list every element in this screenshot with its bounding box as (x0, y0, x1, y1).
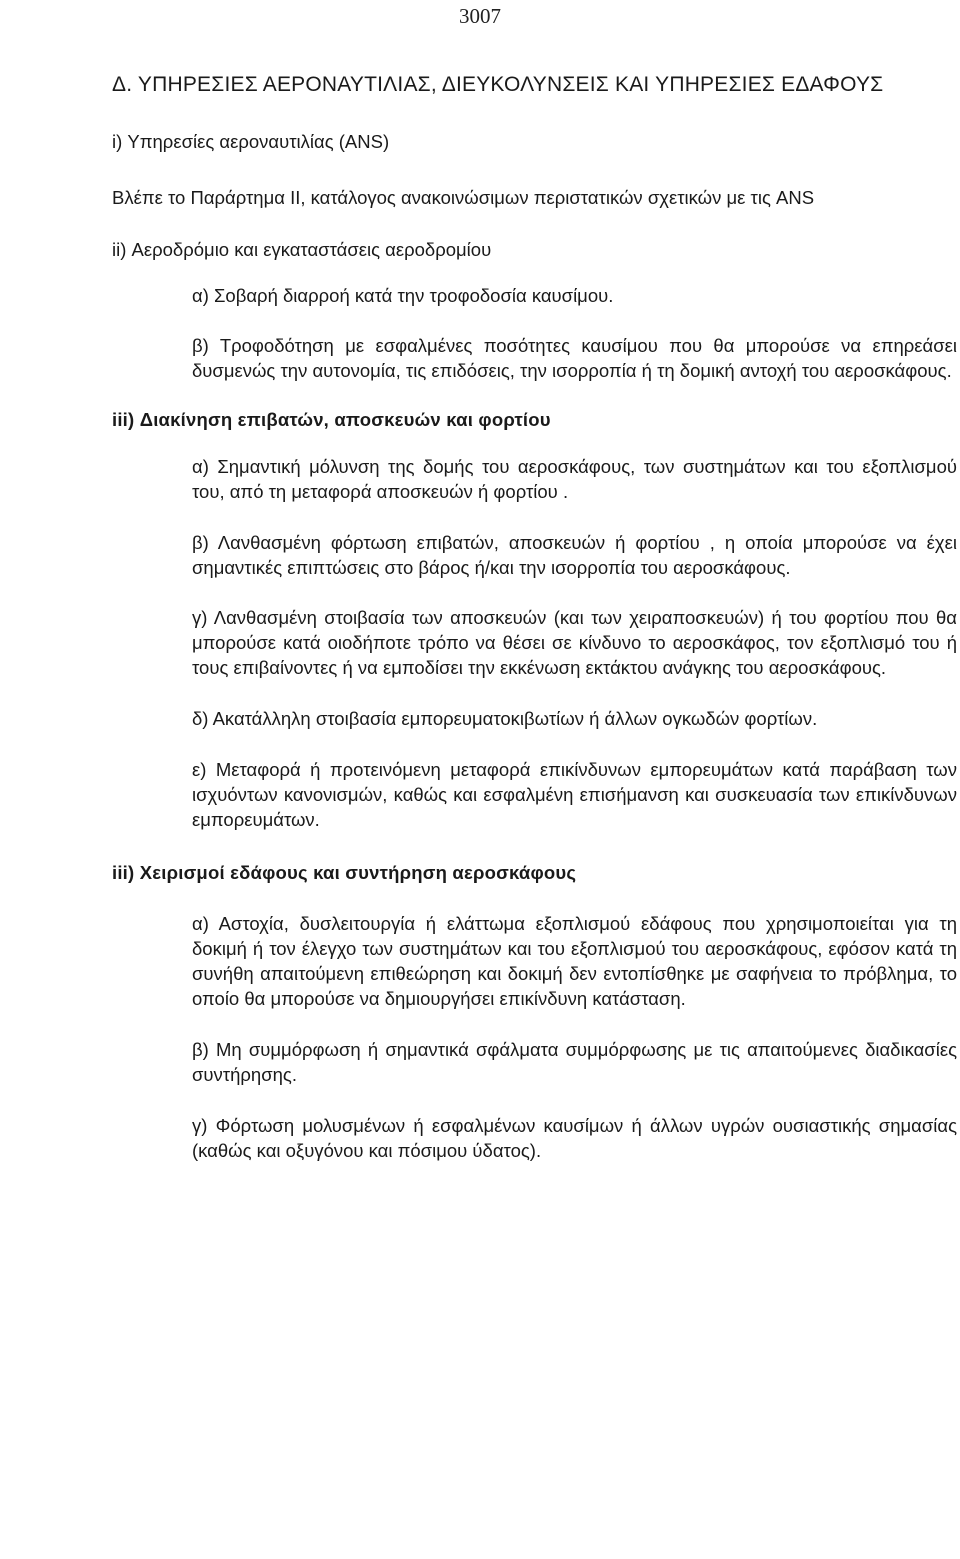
section-title: Δ. ΥΠΗΡΕΣΙΕΣ ΑΕΡΟΝΑΥΤΙΛΙΑΣ, ΔΙΕΥΚΟΛΥΝΣΕΙΣ ΚΑΙ ΥΠΗΡΕΣΙΕΣ ΕΔΑΦΟΥΣ (112, 73, 884, 96)
subsection-heading-aerodrome: ii) Αεροδρόμιο και εγκαταστάσεις αεροδρομίου (112, 239, 492, 260)
list-item: ε) Μεταφορά ή προτεινόμενη μεταφορά επικίνδυνων εμπορευμάτων κατά παράβαση των ισχυόντων κανονισμών, καθώς και εσφαλμένη επισήμανση και συσκευασία των επικίνδυνων εμπορευμάτων. (192, 759, 957, 830)
page-number: 3007 (459, 4, 501, 28)
ans-reference-text: Βλέπε το Παράρτημα ΙΙ, κατάλογος ανακοινώσιμων περιστατικών σχετικών με τις ANS (112, 187, 815, 208)
document-body (112, 72, 957, 1163)
list-item: α) Σοβαρή διαρροή κατά την τροφοδοσία καυσίμου. (192, 285, 614, 306)
list-item: β) Λανθασμένη φόρτωση επιβατών, αποσκευών ή φορτίου , η οποία μπορούσε να έχει σημαντικές επιπτώσεις στο βάρος ή/και την ισορροπία του αεροσκάφους. (192, 532, 957, 578)
list-item: γ) Λανθασμένη στοιβασία των αποσκευών (και των χειραποσκευών) ή του φορτίου που θα μπορούσε κατά οιοδήποτε τρόπο να θέσει σε κίνδυνο το αεροσκάφος, τον εξοπλισμό του ή τους επιβαίνοντες ή να εμποδίσει την εκκένωση εκτάκτου ανάγκης του αεροσκάφους. (192, 607, 957, 678)
list-item: γ) Φόρτωση μολυσμένων ή εσφαλμένων καυσίμων ή άλλων υγρών ουσιαστικής σημασίας (καθώς και οξυγόνου και πόσιμου ύδατος). (192, 1115, 957, 1161)
list-item: α) Αστοχία, δυσλειτουργία ή ελάττωμα εξοπλισμού εδάφους που χρησιμοποιείται για τη δοκιμή ή τον έλεγχο των συστημάτων και του εξοπλισμού του αεροσκάφους, εφόσον κατά τη συνήθη απαιτούμενη επιθεώρηση και δοκιμή δεν εντοπίσθηκε με σαφήνεια το πρόβλημα, το οποίο θα μπορούσε να δημιουργήσει επικίνδυνη κατάσταση. (192, 913, 957, 1009)
list-item: δ) Ακατάλληλη στοιβασία εμπορευματοκιβωτίων ή άλλων ογκωδών φορτίων. (192, 708, 818, 729)
list-item: β) Μη συμμόρφωση ή σημαντικά σφάλματα συμμόρφωσης με τις απαιτούμενες διαδικασίες συντήρησης. (192, 1039, 957, 1085)
list-item: β) Τροφοδότηση με εσφαλμένες ποσότητες καυσίμου που θα μπορούσε να επηρεάσει δυσμενώς την αυτονομία, τις επιδόσεις, την ισορροπία ή τη δομική αντοχή του αεροσκάφους. (192, 335, 957, 381)
subsection-heading-passenger-handling: iii) Διακίνηση επιβατών, αποσκευών και φορτίου (112, 409, 551, 430)
subsection-heading-ans: i) Υπηρεσίες αεροναυτιλίας (ANS) (112, 131, 390, 152)
subsection-heading-ground-handling: iii) Χειρισμοί εδάφους και συντήρηση αεροσκάφους (112, 862, 577, 883)
list-item: α) Σημαντική μόλυνση της δομής του αεροσκάφους, των συστημάτων και του εξοπλισμού του, από τη μεταφορά αποσκευών ή φορτίου . (192, 456, 957, 502)
